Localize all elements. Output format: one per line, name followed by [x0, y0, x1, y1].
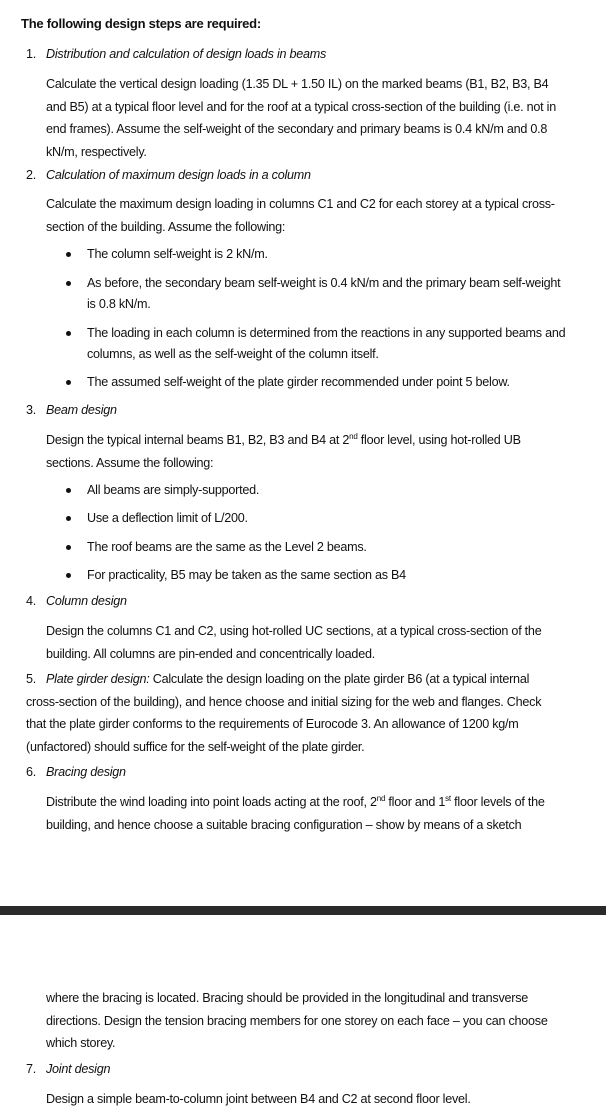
bullet-dot-icon: [66, 380, 71, 385]
bullet-dot-icon: [66, 331, 71, 336]
bullet-dot-icon: [66, 488, 71, 493]
step-3-bullet: The roof beams are the same as the Level 2 beams.: [66, 537, 566, 558]
page-heading: The following design steps are required:: [21, 16, 261, 31]
document-page-2: [0, 915, 606, 1116]
step-3-title: 3. Beam design: [26, 403, 117, 417]
step-1-paragraph: Calculate the vertical design loading (1.35 DL + 1.50 IL) on the marked beams (B1, B2, B3, B4 and B5) at a typical floor level and for the roof at a typical cross-section of the building (i.e. not in end frames). Assume the self-weight of the secondary and primary beams is 0.4 kN/m and 0.8 kN/m, respectively.: [46, 77, 556, 159]
step-2-bullet: The loading in each column is determined from the reactions in any supported beams and columns, as well as the self-weight of the column itself.: [66, 323, 566, 365]
step-1-title: 1. Distribution and calculation of design loads in beams: [26, 47, 327, 61]
step-5-title: Plate girder design:: [46, 672, 150, 686]
step-3-bullet: Use a deflection limit of L/200.: [66, 508, 566, 529]
step-4-paragraph: Design the columns C1 and C2, using hot-rolled UC sections, at a typical cross-section of the building. All columns are pin-ended and concentrically loaded.: [46, 624, 542, 661]
step-3-paragraph: Design the typical internal beams B1, B2, B3 and B4 at 2nd floor level, using hot-rolled UB sections. Assume the following:: [46, 431, 521, 470]
bullet-dot-icon: [66, 516, 71, 521]
step-6-paragraph-continued: where the bracing is located. Bracing should be provided in the longitudinal and transverse directions. Design the tension bracing members for one storey on each face – you can choose which storey.: [46, 991, 548, 1050]
step-5-number: 5.: [26, 672, 37, 686]
step-2-bullet: The column self-weight is 2 kN/m.: [66, 244, 566, 265]
step-2-bullet: The assumed self-weight of the plate girder recommended under point 5 below.: [66, 372, 566, 393]
step-3-bullet: For practicality, B5 may be taken as the same section as B4: [66, 565, 566, 586]
step-2-title: 2. Calculation of maximum design loads in a column: [26, 168, 311, 182]
page-separator: [0, 906, 606, 915]
step-3-bullet: All beams are simply-supported.: [66, 480, 566, 501]
step-6-paragraph: Distribute the wind loading into point loads acting at the roof, 2nd floor and 1st floor levels of the building, and hence choose a suitable bracing configuration – show by means of a sketch: [46, 793, 545, 832]
step-5-paragraph: Calculate the design loading on the plate girder B6 (at a typical internal cross-section of the building), and hence choose and initial sizing for the web and flanges. Check that the plate girder conforms to the requirements of Eurocode 3. An allowance of 1200 kg/m (unfactored) should suffice for the self-weight of the plate girder.: [26, 672, 542, 754]
bullet-dot-icon: [66, 573, 71, 578]
bullet-dot-icon: [66, 281, 71, 286]
bullet-dot-icon: [66, 545, 71, 550]
step-6-title: 6. Bracing design: [26, 765, 126, 779]
step-2-bullet: As before, the secondary beam self-weight is 0.4 kN/m and the primary beam self-weight is 0.8 kN/m.: [66, 273, 566, 315]
step-7-title: 7. Joint design: [26, 1062, 111, 1076]
step-7-paragraph: Design a simple beam-to-column joint between B4 and C2 at second floor level.: [46, 1092, 471, 1106]
step-4-title: 4. Column design: [26, 594, 127, 608]
step-5-block: [26, 668, 564, 758]
bullet-dot-icon: [66, 252, 71, 257]
step-2-paragraph: Calculate the maximum design loading in columns C1 and C2 for each storey at a typical cross-section of the building. Assume the following:: [46, 197, 555, 234]
